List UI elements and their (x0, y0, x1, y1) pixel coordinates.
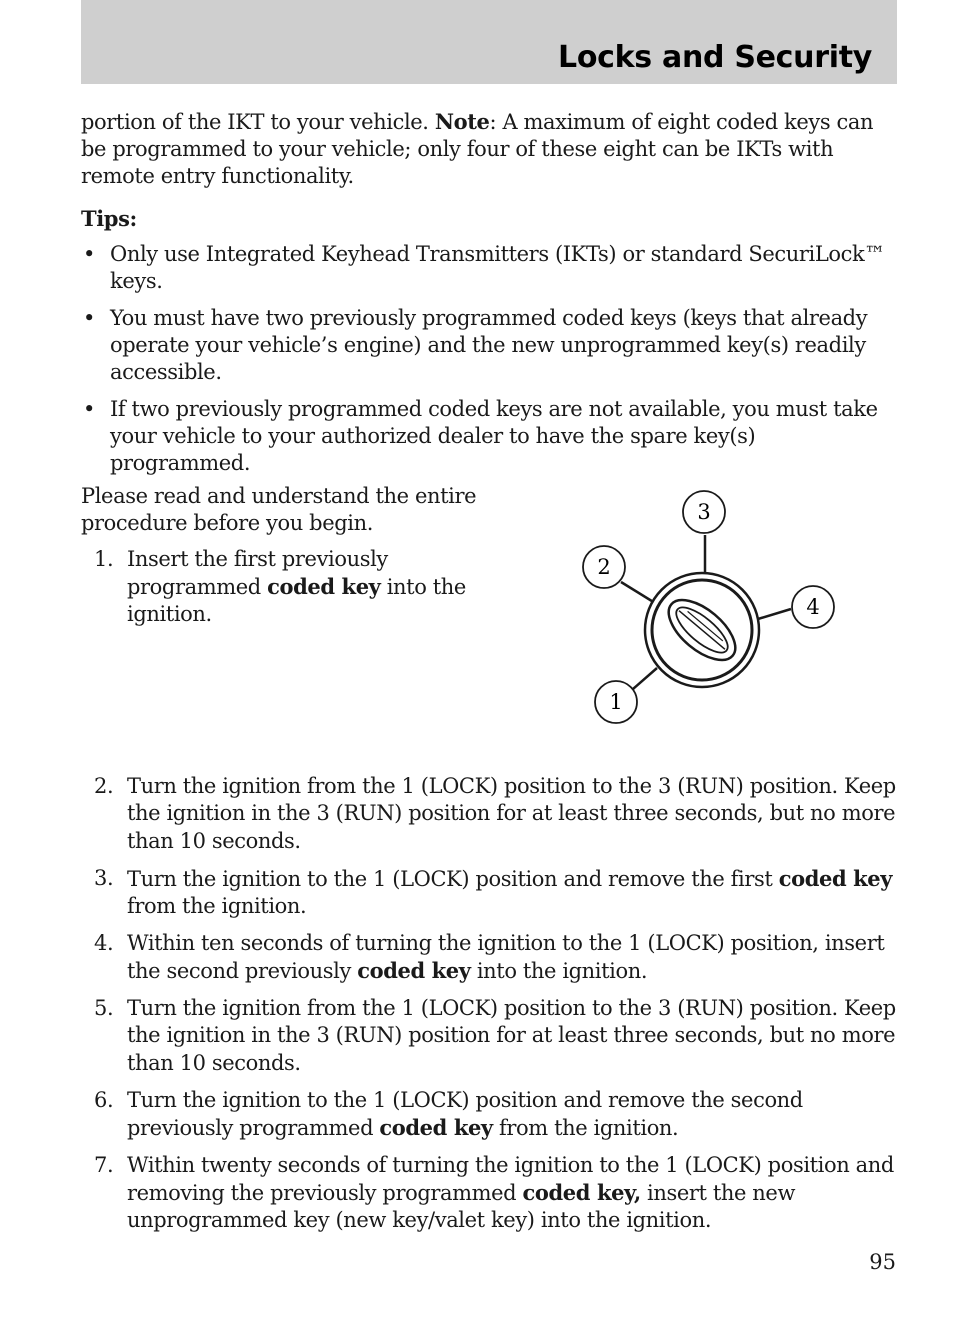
step-text-end: from the ignition. (492, 1116, 679, 1140)
page-number: 95 (869, 1250, 896, 1274)
tips-list (81, 241, 897, 487)
step-number: 2. (94, 774, 114, 798)
tips-heading: Tips: (81, 206, 137, 231)
step-list-first (81, 546, 481, 638)
position-label-2: 2 (597, 555, 611, 579)
tip-item (81, 396, 897, 477)
step-bold-text: coded key (267, 574, 381, 599)
step-text: Turn the ignition to the 1 (LOCK) position and remove the first (127, 867, 779, 891)
step-text-end: into the ignition. (127, 575, 466, 626)
step-bold-text: coded key, (522, 1180, 641, 1205)
tip-text: Only use Integrated Keyhead Transmitters (IKTs) or standard SecuriLock™ keys. (110, 242, 885, 293)
step-item (81, 865, 897, 920)
note-label: Note (434, 109, 490, 134)
intro-text-part1: portion of the IKT to your vehicle. (81, 110, 435, 134)
step-item (81, 930, 897, 985)
step-bold-text: coded key (778, 866, 893, 891)
position-line-2 (621, 582, 655, 603)
position-label-4: 4 (806, 595, 820, 619)
step-bold-text: coded key (379, 1115, 493, 1140)
header-band (81, 0, 897, 84)
step-text: Within twenty seconds of turning the ignition to the 1 (LOCK) position and removing the previously programmed (127, 1153, 894, 1205)
step-text-end: from the ignition. (127, 894, 307, 918)
ignition-diagram (575, 485, 845, 735)
step-number: 1. (94, 547, 114, 571)
step-item (81, 1087, 897, 1142)
bullet-dot: • (83, 306, 95, 330)
step-bold-text: coded key (357, 958, 471, 983)
intro-paragraph (81, 108, 897, 190)
step-text: Turn the ignition to the 1 (LOCK) position and remove the second previously programmed (127, 1088, 803, 1140)
step-number: 3. (94, 866, 114, 890)
tip-item (81, 305, 897, 386)
bullet-dot: • (83, 397, 95, 421)
step-list-main (81, 773, 897, 1244)
section-title: Locks and Security (558, 40, 872, 75)
position-line-4 (758, 609, 791, 619)
step-text: Insert the first previously programmed (127, 547, 388, 599)
step-text-end: into the ignition. (470, 959, 648, 983)
step-number: 6. (94, 1088, 114, 1112)
step-text: Turn the ignition from the 1 (LOCK) position to the 3 (RUN) position. Keep the ignition in the 3 (RUN) position for at least three seconds, but no more than 10 seconds. (127, 774, 896, 853)
step-number: 7. (94, 1153, 114, 1177)
ignition-svg (575, 485, 845, 735)
step-number: 4. (94, 931, 114, 955)
tip-text: If two previously programmed coded keys are not available, you must take your vehicle to your authorized dealer to have the spare key(s) programmed. (110, 397, 878, 475)
before-paragraph: Please read and understand the entire procedure before you begin. (81, 484, 477, 535)
step-text: Turn the ignition from the 1 (LOCK) position to the 3 (RUN) position. Keep the ignition in the 3 (RUN) position for at least three seconds, but no more than 10 seconds. (127, 996, 896, 1075)
position-line-1 (633, 668, 657, 689)
tip-item (81, 241, 897, 295)
step-text-end: insert the new unprogrammed key (new key/valet key) into the ignition. (127, 1181, 796, 1232)
bullet-dot: • (83, 242, 95, 266)
step-text: Within ten seconds of turning the ignition to the 1 (LOCK) position, insert the second previously (127, 931, 885, 983)
step-item (81, 546, 481, 628)
tip-text: You must have two previously programmed coded keys (keys that already operate your vehicle’s engine) and the new unprogrammed key(s) readily accessible. (110, 306, 868, 384)
step-item (81, 773, 897, 855)
position-label-3: 3 (697, 500, 711, 524)
step-item (81, 995, 897, 1077)
step-item (81, 1152, 897, 1234)
step-number: 5. (94, 996, 114, 1020)
position-label-1: 1 (609, 690, 623, 714)
intro-text-part2: : A maximum of eight coded keys can be programmed to your vehicle; only four of these eight can be IKTs with remote entry functionality. (81, 110, 874, 188)
